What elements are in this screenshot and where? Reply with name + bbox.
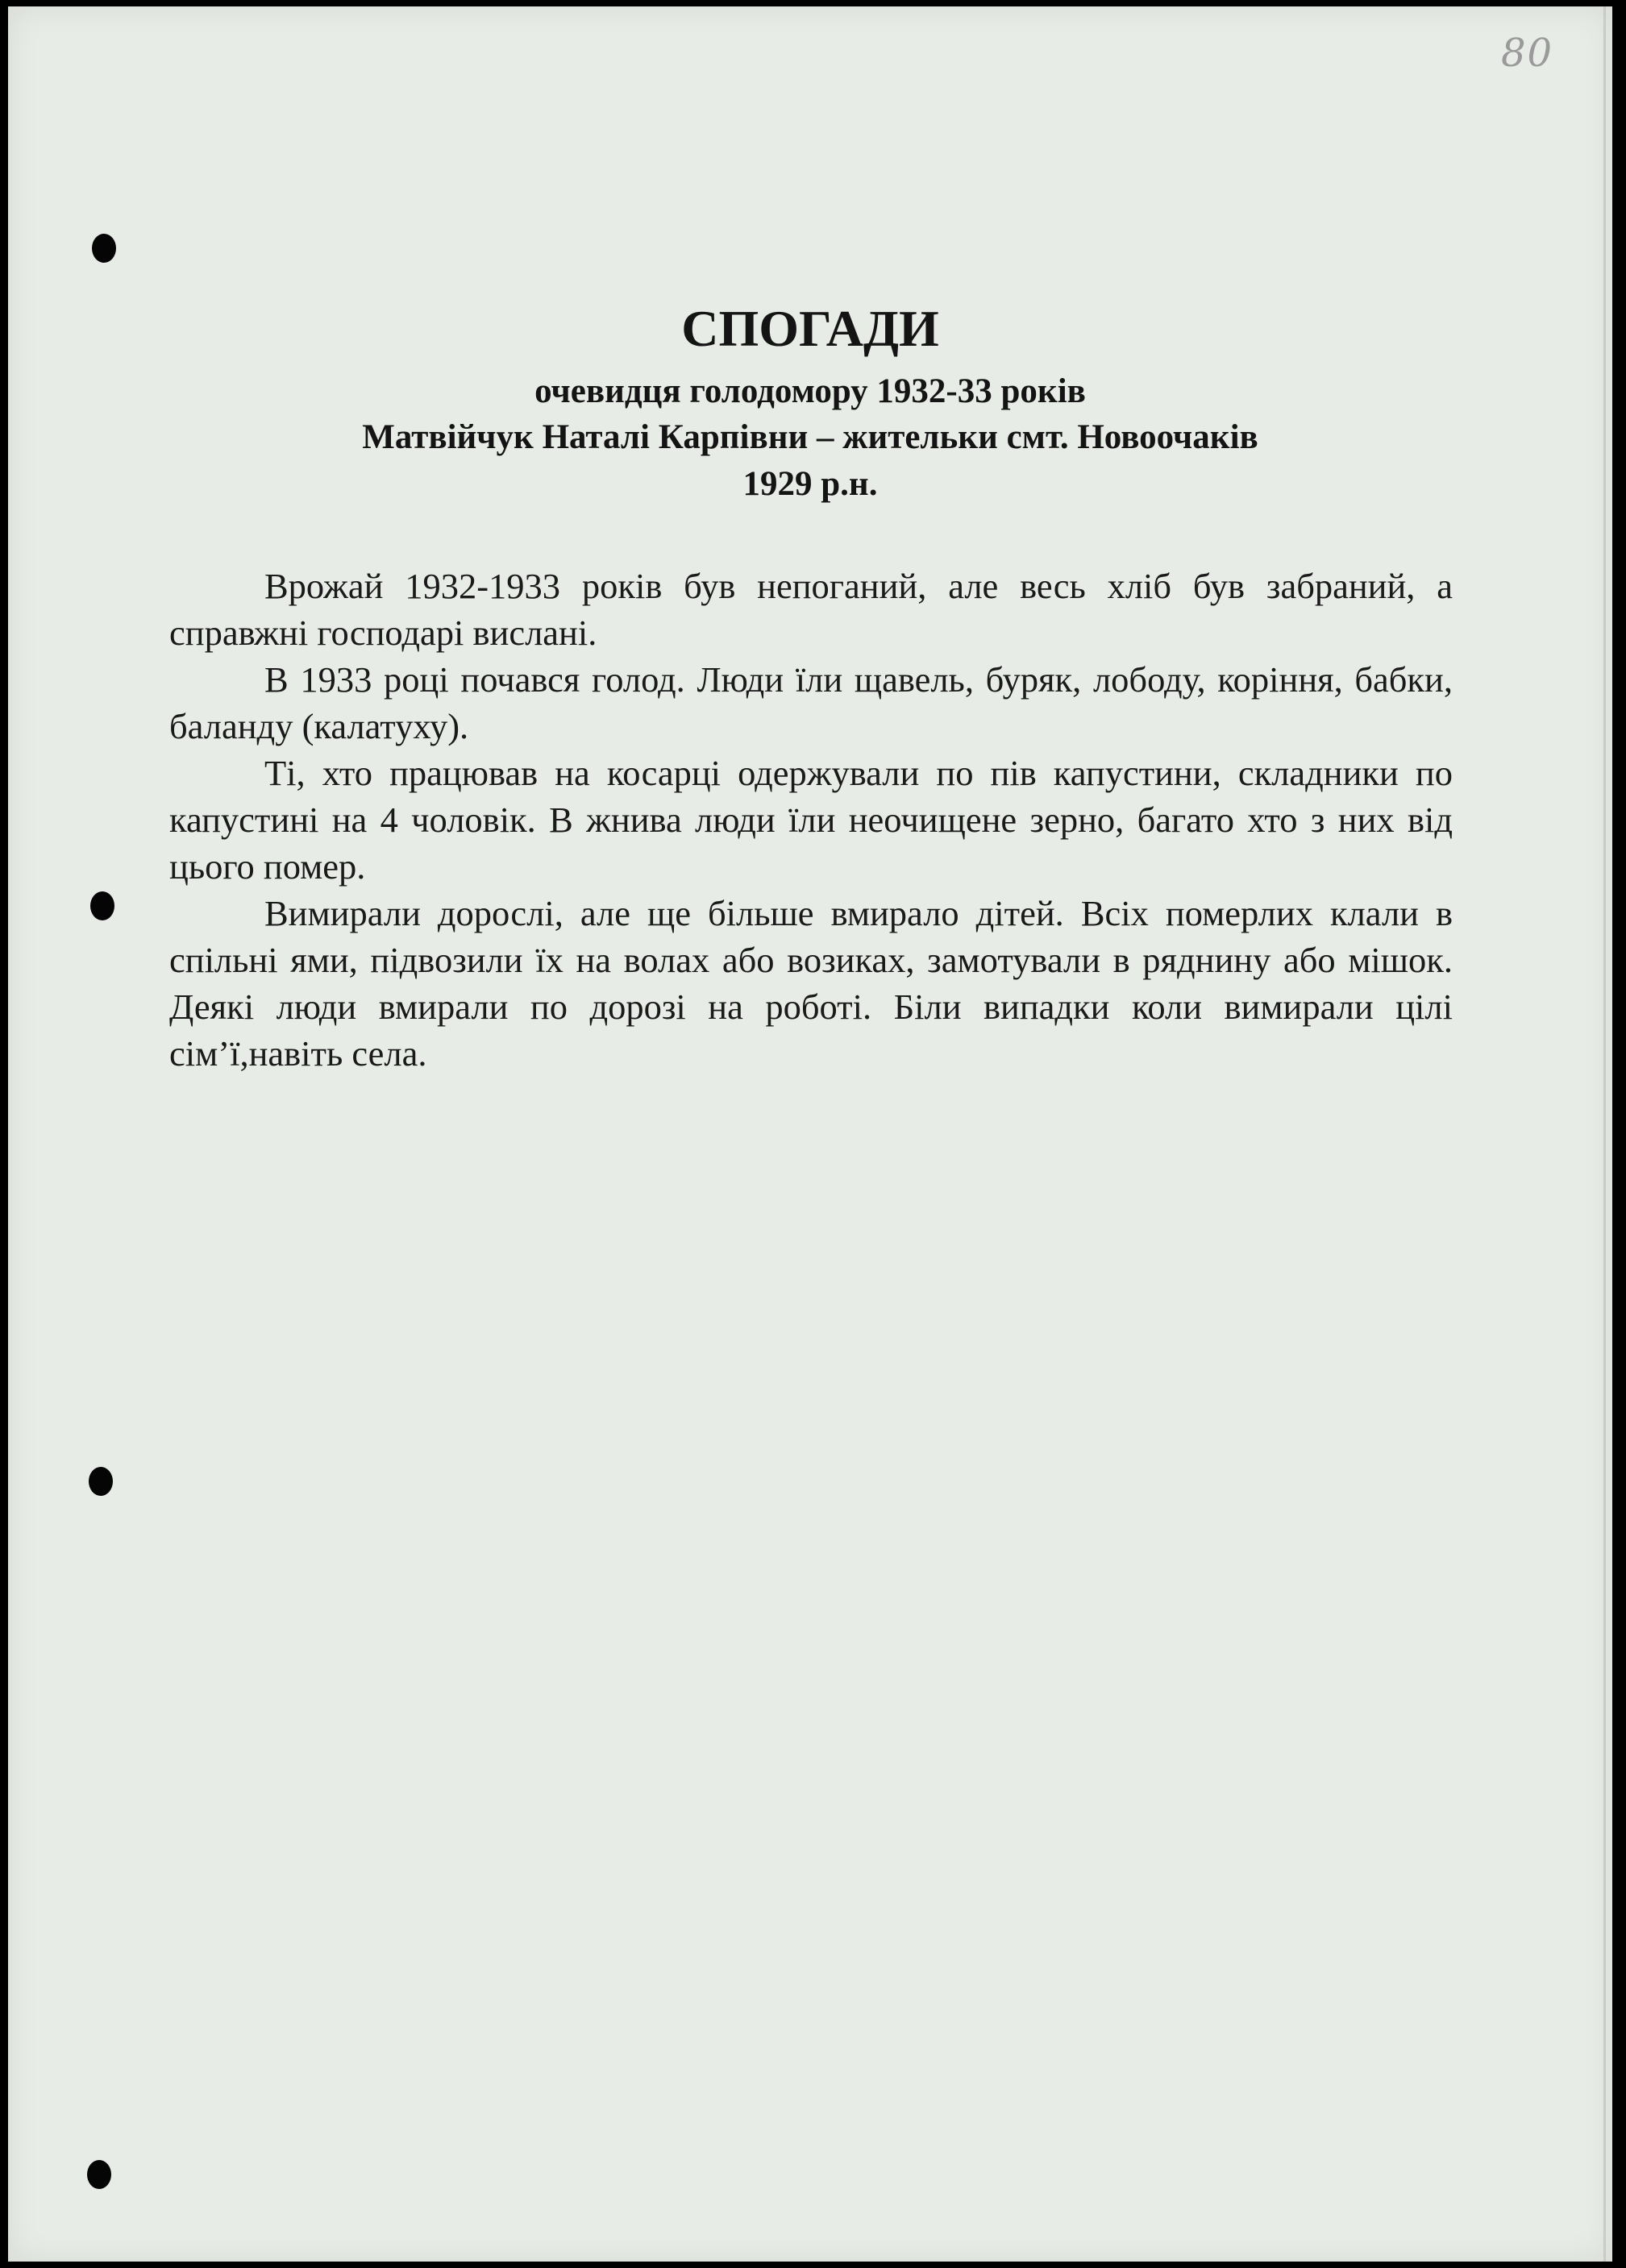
paragraph: Вимирали дорослі, але ще більше вмирало дітей. Всіх померлих клали в спільні ями, підвозили їх на волах або возиках, замотували в ряднину або мішок. Деякі люди вмирали по дорозі на роботі. Біли випадки коли вимирали цілі сім’ї,навіть села. [169,893,1453,1074]
document-page [8,6,1612,2262]
document-body [169,563,1453,1077]
punch-hole [87,2160,111,2189]
punch-hole [92,234,116,263]
subtitle-line: очевидця голодомору 1932-33 років [534,372,1086,410]
document-title: СПОГАДИ [681,300,939,357]
punch-hole [89,1467,113,1496]
paragraph: В 1933 році почався голод. Люди їли щавель, буряк, лободу, коріння, бабки, баланду (калатуху). [169,659,1453,746]
subtitle-line: Матвійчук Наталі Карпівни – жительки смт. Новоочаків [362,418,1258,456]
subtitle-line: 1929 р.н. [742,465,878,503]
handwritten-page-number: 80 [1501,31,1554,76]
paragraph: Ті, хто працював на косарці одержували по пів капустини, складники по капустині на 4 чоловік. В жнива люди їли неочищене зерно, багато хто з них від цього помер. [169,753,1453,887]
punch-hole [90,891,114,920]
paragraph: Врожай 1932-1933 років був непоганий, але весь хліб був забраний, а справжні господарі вислані. [169,566,1453,653]
